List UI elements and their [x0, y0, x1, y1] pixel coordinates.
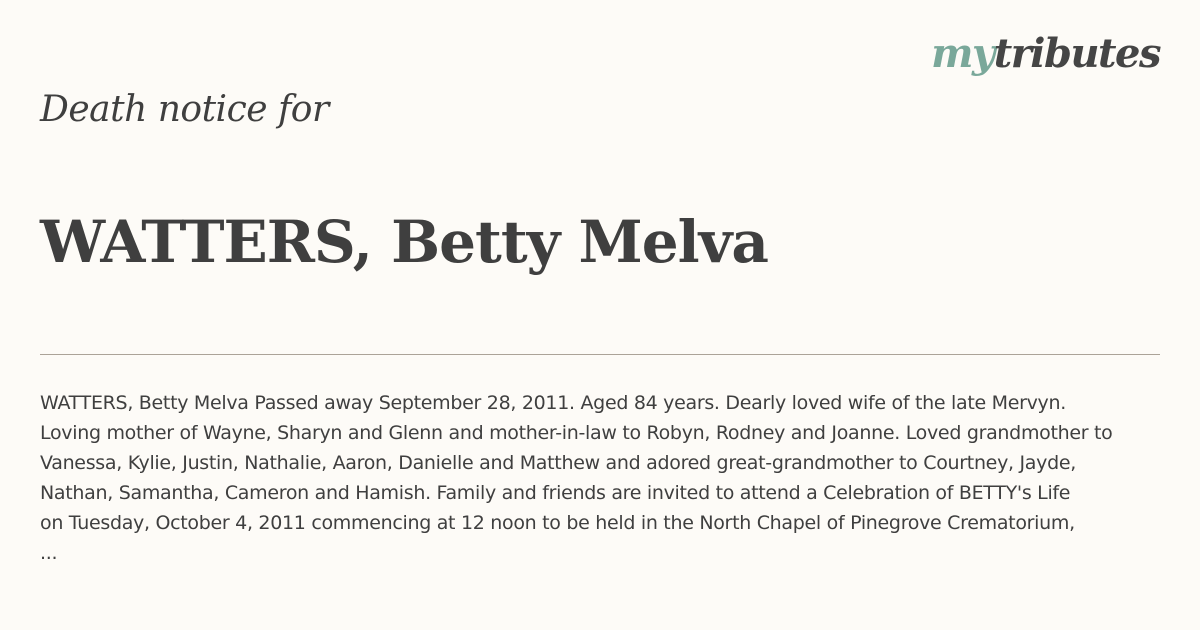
death-notice-heading: Death notice for: [40, 89, 329, 130]
mytributes-logo[interactable]: [931, 30, 1160, 77]
notice-line: on Tuesday, October 4, 2011 commencing at 12 noon to be held in the North Chapel of Pinegrove Crematorium,: [40, 512, 1075, 534]
logo-tributes-text: tributes: [993, 30, 1160, 77]
notice-line: Loving mother of Wayne, Sharyn and Glenn and mother-in-law to Robyn, Rodney and Joanne. Loved grandmother to: [40, 422, 1113, 444]
notice-line: Nathan, Samantha, Cameron and Hamish. Family and friends are invited to attend a Celebration of BETTY's Life: [40, 482, 1071, 504]
divider: [40, 354, 1160, 355]
notice-ellipsis: ...: [40, 542, 58, 564]
notice-line: Vanessa, Kylie, Justin, Nathalie, Aaron, Danielle and Matthew and adored great-grandmother to Courtney, Jayde,: [40, 452, 1076, 474]
deceased-name: WATTERS, Betty Melva: [40, 208, 768, 276]
logo-my-text: my: [931, 30, 994, 77]
notice-text: [40, 388, 1190, 568]
notice-line: WATTERS, Betty Melva Passed away September 28, 2011. Aged 84 years. Dearly loved wife of the late Mervyn.: [40, 392, 1066, 414]
